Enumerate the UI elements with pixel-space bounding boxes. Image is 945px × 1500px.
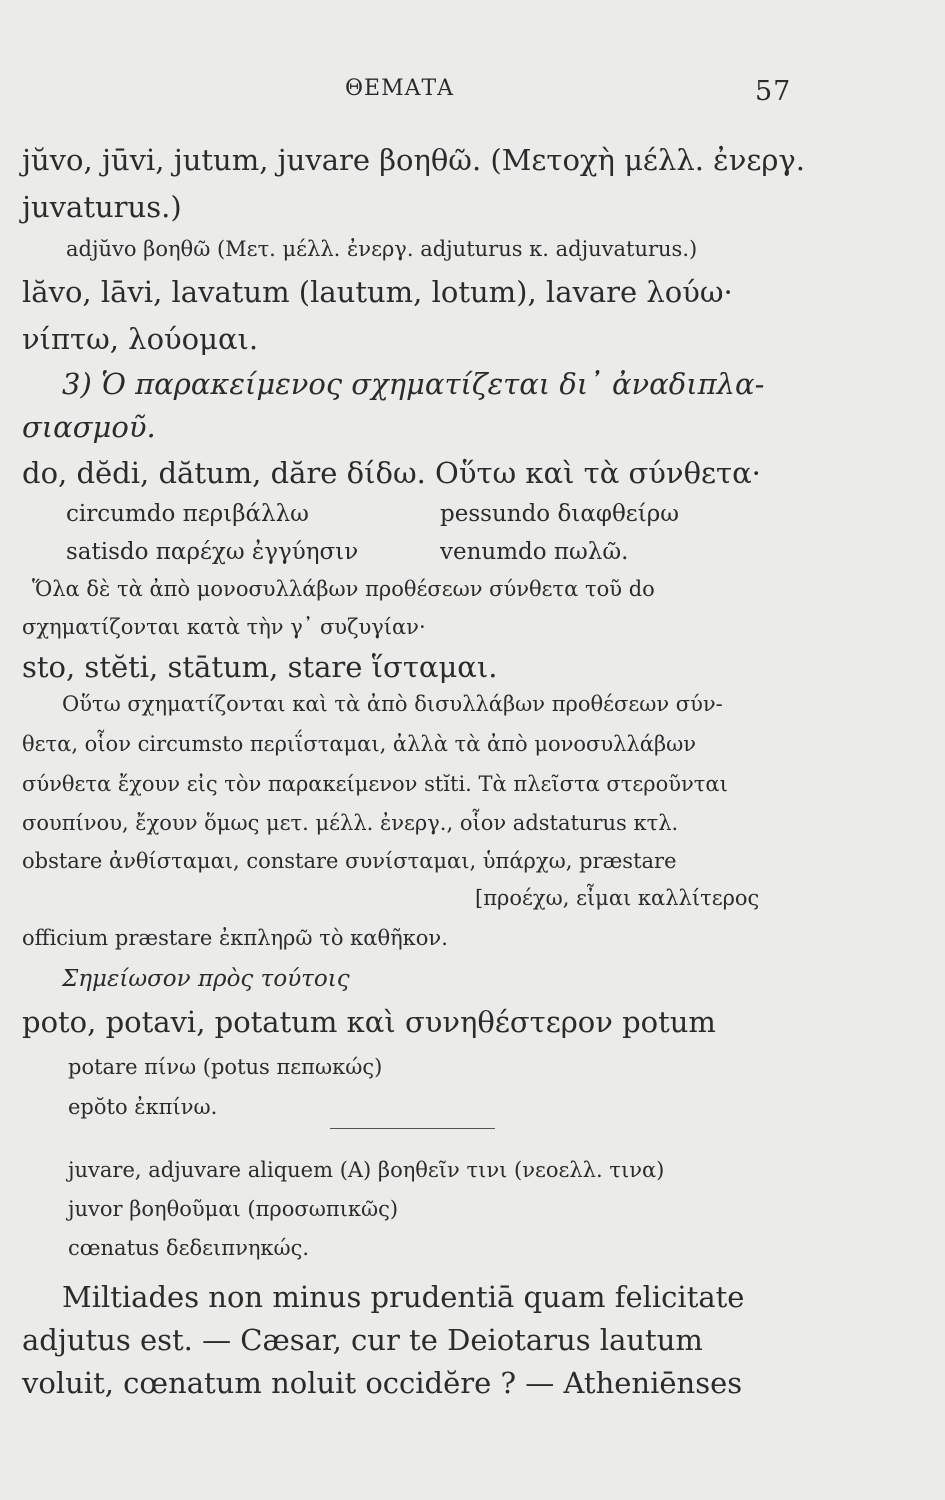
separator-rule	[330, 1128, 495, 1129]
text-line-soupinou: σουπίνου, ἔχουν ὅμως μετ. μέλλ. ἐνεργ., οἷον adstaturus κτλ.	[22, 811, 679, 835]
text-line-outo: Οὕτω σχηματίζονται καὶ τὰ ἀπὸ δισυλλάβων προθέσεων σύν-	[62, 692, 723, 716]
text-line-1: jŭvo, jūvi, jutum, juvare βοηθῶ. (Μετοχὴ μέλλ. ἐνεργ.	[22, 143, 805, 177]
text-line-do: do, dĕdi, dătum, dăre δίδω. Οὕτω καὶ τὰ σύνθετα·	[22, 456, 761, 490]
text-line-juvare: juvare, adjuvare aliquem (A) βοηθεῖν τινι (νεοελλ. τινα)	[68, 1158, 665, 1182]
text-line-schimatizontai: σχηματίζονται κατὰ τὴν γ᾽ συζυγίαν·	[22, 615, 426, 639]
text-line-4: lăvo, lāvi, lavatum (lautum, lotum), lavare λούω·	[22, 275, 733, 309]
text-line-epoto: epŏto ἐκπίνω.	[68, 1095, 218, 1119]
text-line-2: juvaturus.)	[22, 190, 182, 224]
exercise-line-1: Miltiades non minus prudentiā quam felicitate	[62, 1280, 745, 1314]
text-line-proecho: [προέχω, εἶμαι καλλίτερος	[475, 886, 760, 910]
text-line-officium: officium præstare ἐκπληρῶ τὸ καθῆκον.	[22, 926, 448, 950]
compound-pessundo: pessundo διαφθείρω	[440, 501, 680, 527]
section-heading-3: 3) Ὁ παρακείμενος σχηματίζεται δι᾽ ἀναδιπλα-	[62, 367, 765, 401]
text-line-poto: poto, potavi, potatum καὶ συνηθέστερον potum	[22, 1005, 716, 1039]
page-number: 57	[755, 76, 792, 107]
section-heading-3-cont: σιασμοῦ.	[22, 410, 156, 444]
text-line-3: adjŭvo βοηθῶ (Μετ. μέλλ. ἐνεργ. adjuturus κ. adjuvaturus.)	[66, 237, 698, 261]
compound-venumdo: venumdo πωλῶ.	[440, 539, 629, 565]
text-line-sto: sto, stĕti, stātum, stare ἵσταμαι.	[22, 650, 498, 684]
text-line-5: νίπτω, λούομαι.	[22, 322, 259, 356]
text-line-juvor: juvor βοηθοῦμαι (προσωπικῶς)	[68, 1197, 399, 1221]
text-line-theta: θετα, οἷον circumsto περιΐσταμαι, ἀλλὰ τὰ ἀπὸ μονοσυλλάβων	[22, 732, 696, 756]
running-header-title: ΘΕΜΑΤΑ	[345, 76, 455, 101]
exercise-line-3: voluit, cœnatum noluit occidĕre ? — Atheniēnses	[22, 1366, 743, 1400]
text-line-obstare: obstare ἀνθίσταμαι, constare συνίσταμαι, ὑπάρχω, præstare	[22, 849, 677, 873]
text-line-syntheta: σύνθετα ἔχουν εἰς τὸν παρακείμενον stĭti. Τὰ πλεῖστα στεροῦνται	[22, 772, 728, 796]
compound-circumdo: circumdo περιβάλλω	[66, 501, 309, 527]
text-line-potare: potare πίνω (potus πεπωκώς)	[68, 1055, 383, 1079]
text-line-ola: Ὅλα δὲ τὰ ἀπὸ μονοσυλλάβων προθέσεων σύνθετα τοῦ do	[32, 577, 655, 601]
text-line-coenatus: cœnatus δεδειπνηκώς.	[68, 1236, 310, 1260]
compound-satisdo: satisdo παρέχω ἐγγύησιν	[66, 539, 359, 565]
note-heading: Σημείωσον πρὸς τούτοις	[62, 966, 350, 992]
exercise-line-2: adjutus est. — Cæsar, cur te Deiotarus lautum	[22, 1323, 703, 1357]
